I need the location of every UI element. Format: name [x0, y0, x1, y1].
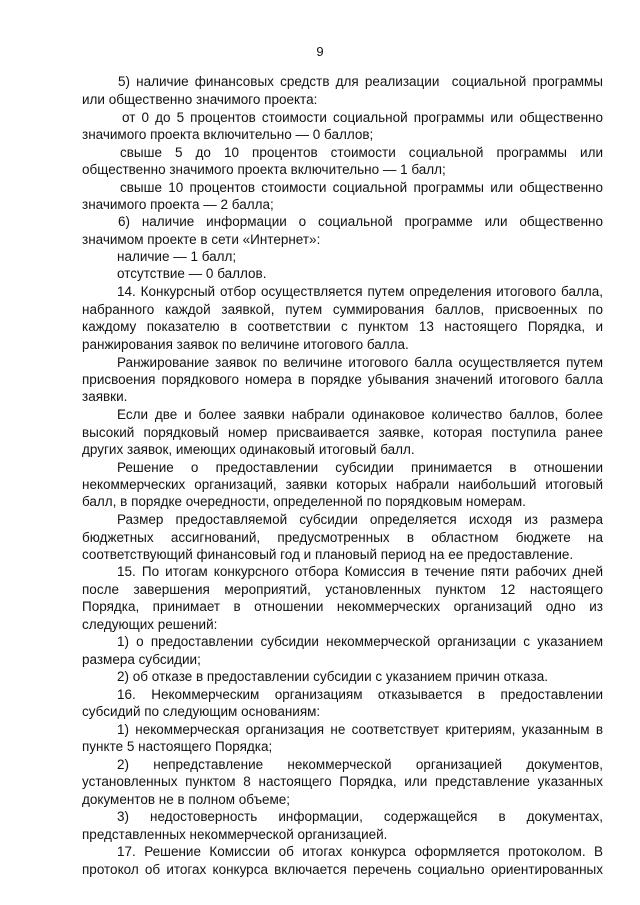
text-line: высокий порядковый номер присваивается заявке, которая поступила ранее [82, 425, 603, 440]
text-line: 15. По итогам конкурсного отбора Комиссия в течение пяти рабочих дней [117, 564, 603, 579]
text-line: ранжирования заявок по величине итогового балла. [82, 337, 409, 352]
page-number: 9 [316, 44, 324, 59]
text-line: каждому показателю в соответствии с пунктом 13 настоящего Порядка, и [82, 319, 603, 334]
text-line: 14. Конкурсный отбор осуществляется путем определения итогового балла, [117, 284, 603, 299]
text-line: свыше 10 процентов стоимости социальной программы или общественно [120, 180, 603, 195]
text-line: протокол об итогах конкурса включается перечень социально ориентированных [82, 862, 603, 877]
text-line: размера субсидии; [82, 652, 201, 667]
text-line: свыше 5 до 10 процентов стоимости социальной программы или [120, 145, 603, 160]
text-line: Ранжирование заявок по величине итогового балла осуществляется путем [117, 355, 603, 370]
text-line: заявки. [82, 389, 128, 404]
text-line: значимом проекте в сети «Интернет»: [82, 232, 321, 247]
text-line: некоммерческих организаций, заявки которых набрали наибольший итоговый [82, 477, 603, 492]
text-line: 1) некоммерческая организация не соответствует критериям, указанным в [117, 722, 603, 737]
text-line: Если две и более заявки набрали одинаковое количество баллов, более [117, 407, 603, 422]
text-line: бюджетных ассигнований, предусмотренных в областном бюджете на [82, 530, 603, 545]
text-line: соответствующий финансовый год и плановый период на ее предоставление. [82, 547, 574, 562]
text-line: установленных пунктом 8 настоящего Порядка, или представление указанных [82, 774, 603, 789]
text-line: или общественно значимого проекта: [82, 92, 318, 107]
text-line: документов не в полном объеме; [82, 792, 291, 807]
text-line: балл, в порядке очередности, определенной по порядковым номерам. [82, 494, 526, 509]
text-line: значимого проекта включительно — 0 баллов; [82, 127, 374, 142]
text-line: Решение о предоставлении субсидии принимается в отношении [117, 460, 603, 475]
text-line: 1) о предоставлении субсидии некоммерческой организации с указанием [117, 634, 603, 649]
text-line: следующих решений: [82, 617, 218, 632]
text-line: 2) непредставление некоммерческой организацией документов, [117, 757, 603, 772]
text-line: 5) наличие финансовых средств для реализации социальной программы [118, 74, 603, 89]
text-line: набранного каждой заявкой, путем суммирования баллов, присвоенных по [82, 302, 603, 317]
text-line: значимого проекта — 2 балла; [82, 197, 274, 212]
text-line: Размер предоставляемой субсидии определяется исходя из размера [117, 512, 603, 527]
text-line: общественно значимого проекта включительно — 1 балл; [82, 162, 446, 177]
text-line: других заявок, имеющих одинаковый итоговый балл. [82, 442, 415, 457]
text-line: представленных некоммерческой организацией. [82, 827, 388, 842]
text-line: пункте 5 настоящего Порядка; [82, 739, 273, 754]
text-line: 3) недостоверность информации, содержащейся в документах, [117, 809, 603, 824]
text-line: от 0 до 5 процентов стоимости социальной программы или общественно [122, 110, 603, 125]
text-line: отсутствие — 0 баллов. [117, 266, 267, 281]
text-line: субсидий по следующим основаниям: [82, 704, 321, 719]
text-line: после завершения мероприятий, установленных пунктом 12 настоящего [82, 582, 603, 597]
text-line: присвоения порядкового номера в порядке убывания значений итогового балла [82, 372, 603, 387]
text-line: Порядка, принимает в отношении некоммерческих организаций одно из [82, 599, 603, 614]
text-line: 6) наличие информации о социальной программе или общественно [118, 214, 603, 229]
text-line: наличие — 1 балл; [117, 249, 237, 264]
text-line: 17. Решение Комиссии об итогах конкурса оформляется протоколом. В [117, 844, 603, 859]
text-line: 16. Некоммерческим организациям отказывается в предоставлении [117, 687, 603, 702]
text-line: 2) об отказе в предоставлении субсидии с указанием причин отказа. [117, 669, 548, 684]
